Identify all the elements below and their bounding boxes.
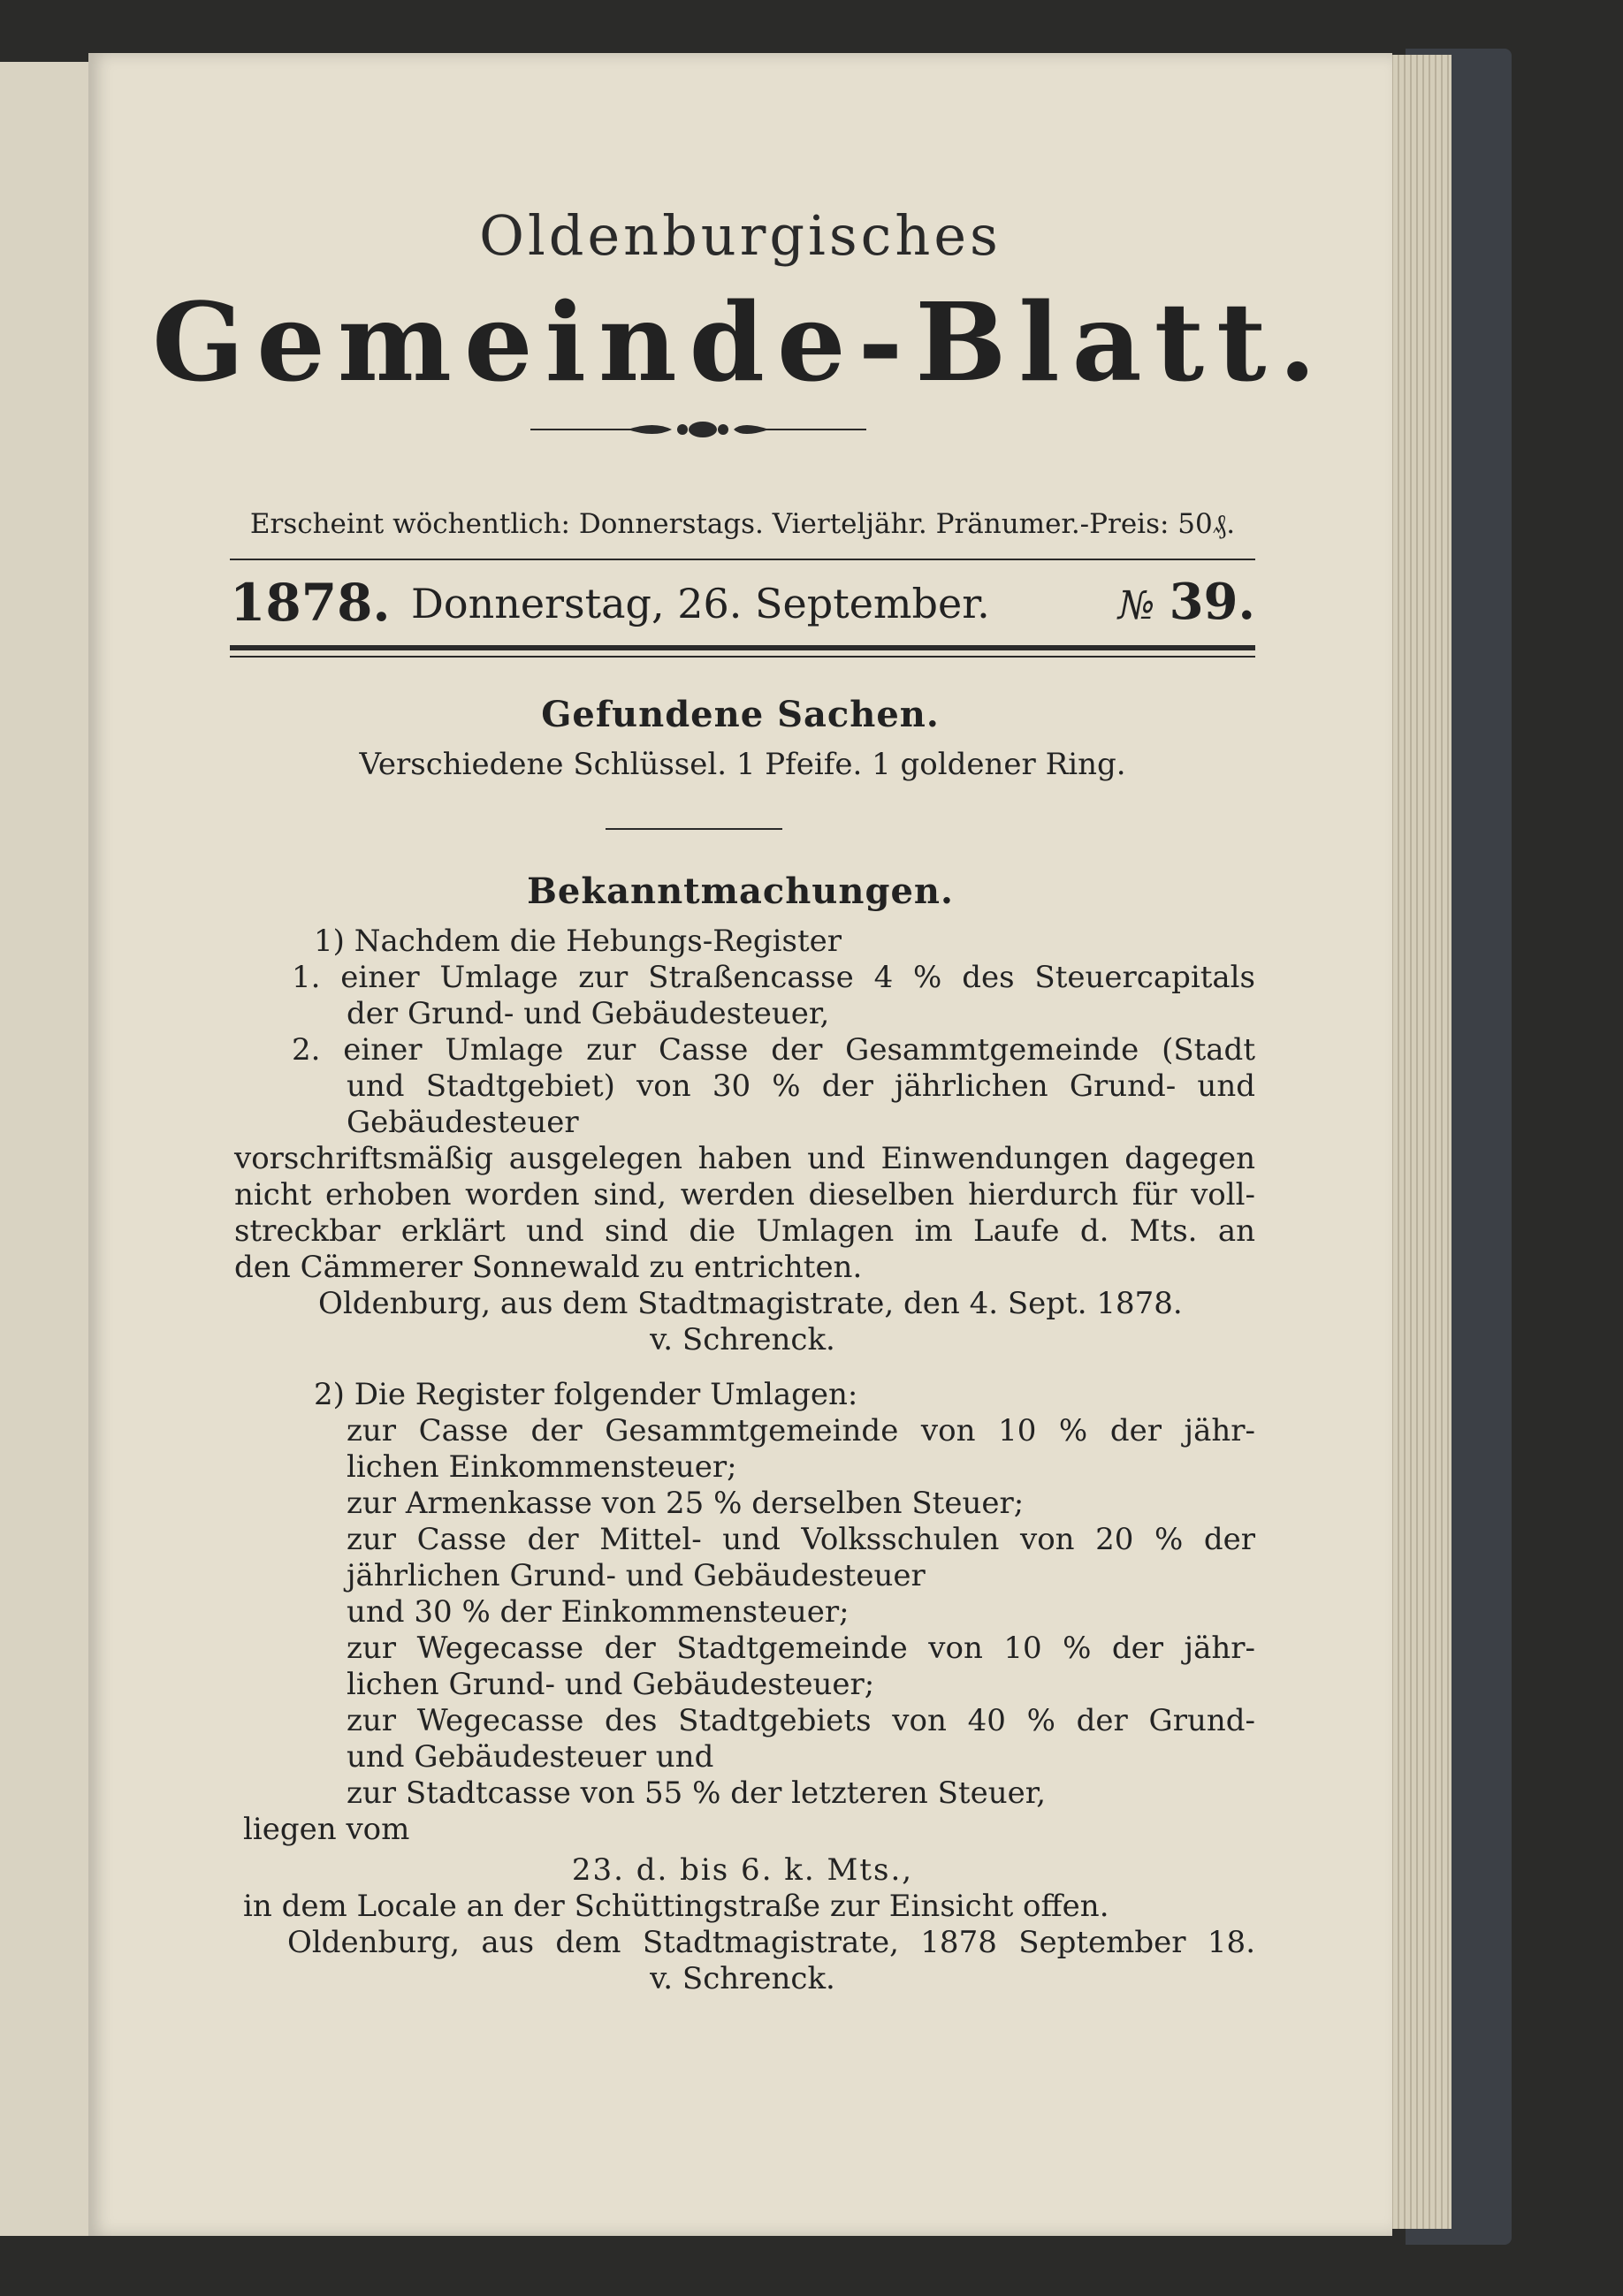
notice2-line: zur Casse der Mittel- und Volksschulen von 20 % der bbox=[347, 1522, 1255, 1557]
notice2-line: lichen Einkommensteuer; bbox=[347, 1449, 737, 1485]
issue-year: 1878. bbox=[230, 573, 391, 633]
notice1-line: nicht erhoben worden sind, werden dieselben hierdurch für voll- bbox=[234, 1177, 1255, 1213]
notice1-line: Gebäudesteuer bbox=[347, 1105, 579, 1140]
notice2-line: lichen Grund- und Gebäudesteuer; bbox=[347, 1667, 875, 1702]
number-sign: № bbox=[1117, 583, 1155, 628]
section-divider bbox=[606, 828, 782, 830]
notice1-line: vorschriftsmäßig ausgelegen haben und Einwendungen dagegen bbox=[234, 1141, 1255, 1176]
issue-number-value: 39. bbox=[1169, 573, 1255, 631]
notice2-line: und Gebäudesteuer und bbox=[347, 1739, 714, 1775]
found-items-heading: Gefundene Sachen. bbox=[541, 694, 940, 735]
notice2-dates: 23. d. bis 6. k. Mts., bbox=[571, 1852, 914, 1888]
notice1-line: 1) Nachdem die Hebungs-Register bbox=[314, 924, 842, 959]
notice2-line: jährlichen Grund- und Gebäudesteuer bbox=[347, 1558, 926, 1593]
rule-top bbox=[230, 559, 1255, 560]
notice2-signoff-place: Oldenburg, aus dem Stadtmagistrate, 1878 September 18. bbox=[287, 1925, 1255, 1960]
left-page-edge bbox=[0, 62, 91, 2236]
issue-number bbox=[1118, 573, 1255, 631]
found-items-list: Verschiedene Schlüssel. 1 Pfeife. 1 goldener Ring. bbox=[359, 747, 1126, 782]
notice2-line: zur Casse der Gesammtgemeinde von 10 % der jähr- bbox=[347, 1413, 1255, 1448]
notice1-line: der Grund- und Gebäudesteuer, bbox=[347, 996, 830, 1031]
ornament-divider bbox=[530, 412, 866, 447]
notice1-signoff-place: Oldenburg, aus dem Stadtmagistrate, den 4. Sept. 1878. bbox=[318, 1286, 1183, 1321]
notice2-line: zur Armenkasse von 25 % derselben Steuer; bbox=[347, 1486, 1025, 1521]
rule-thick bbox=[230, 645, 1255, 650]
notice1-line: 2. einer Umlage zur Casse der Gesammtgemeinde (Stadt bbox=[292, 1032, 1255, 1068]
notice1-signature: v. Schrenck. bbox=[650, 1322, 835, 1357]
dateline bbox=[230, 573, 1255, 635]
notice2-line: 2) Die Register folgender Umlagen: bbox=[314, 1377, 858, 1412]
subscription-info: Erscheint wöchentlich: Donnerstags. Vierteljähr. Pränumer.-Preis: 50₰. bbox=[249, 508, 1236, 540]
notice1-line: und Stadtgebiet) von 30 % der jährlichen Grund- und bbox=[347, 1068, 1255, 1104]
announcements-heading: Bekanntmachungen. bbox=[527, 871, 954, 912]
notice1-line: 1. einer Umlage zur Straßencasse 4 % des Steuercapitals bbox=[292, 960, 1255, 995]
notice2-line: zur Wegecasse des Stadtgebiets von 40 % der Grund- bbox=[347, 1703, 1255, 1738]
newspaper-page bbox=[88, 53, 1392, 2236]
notice1-line: den Cämmerer Sonnewald zu entrichten. bbox=[234, 1250, 863, 1285]
issue-date: Donnerstag, 26. September. bbox=[411, 580, 990, 627]
notice1-line: streckbar erklärt und sind die Umlagen im Laufe d. Mts. an bbox=[234, 1213, 1255, 1249]
notice2-line: in dem Locale an der Schüttingstraße zur Einsicht offen. bbox=[243, 1889, 1109, 1924]
notice2-line: zur Stadtcasse von 55 % der letzteren Steuer, bbox=[347, 1775, 1047, 1811]
notice2-line: zur Wegecasse der Stadtgemeinde von 10 % der jähr- bbox=[347, 1631, 1255, 1666]
notice2-line: und 30 % der Einkommensteuer; bbox=[347, 1594, 850, 1630]
notice2-line: liegen vom bbox=[243, 1812, 410, 1847]
masthead-title: Gemeinde-Blatt. bbox=[152, 278, 1329, 406]
notice2-signature: v. Schrenck. bbox=[650, 1961, 835, 1996]
masthead-subtitle: Oldenburgisches bbox=[479, 203, 1002, 268]
rule-thin bbox=[230, 656, 1255, 658]
